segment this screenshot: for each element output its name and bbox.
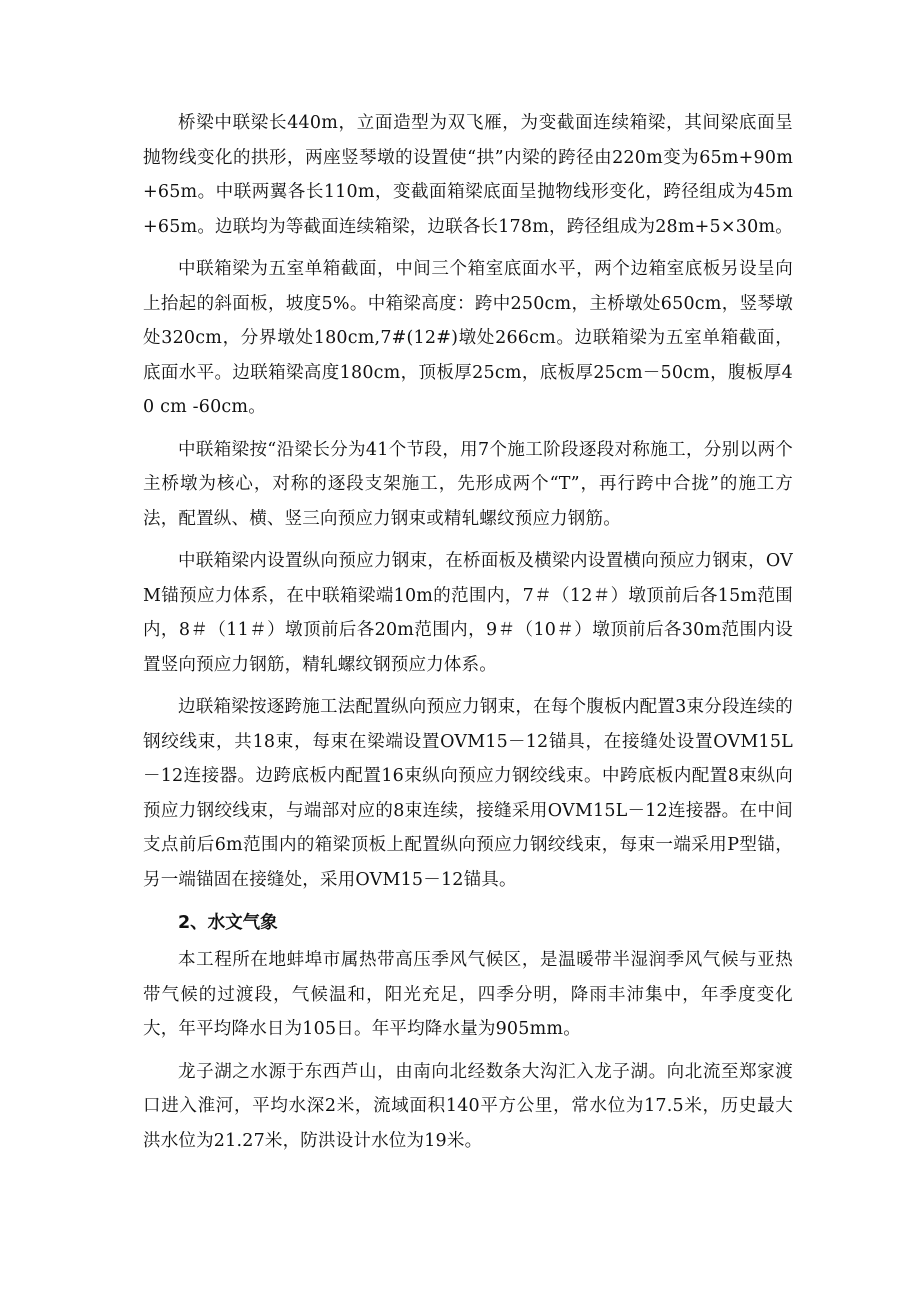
- paragraph-water-source: 龙子湖之水源于东西芦山，由南向北经数条大沟汇入龙子湖。向北流至郑家渡口进入淮河，平均水深2米，流域面积140平方公里，常水位为17.5米，历史最大洪水位为21.27米，防洪设计水位为19米。: [143, 1061, 793, 1151]
- paragraph-construction-method: 中联箱梁按“沿梁长分为41个节段，用7个施工阶段逐段对称施工，分别以两个主桥墩为核心，对称的逐段支架施工，先形成两个“T”，再行跨中合拢”的施工方法，配置纵、横、竖三向预应力钢束或精轧螺纹预应力钢筋。: [143, 439, 793, 529]
- paragraph-prestress-side: 边联箱梁按逐跨施工法配置纵向预应力钢束，在每个腹板内配置3束分段连续的钢绞线束，共18束，每束在梁端设置OVM15－12锚具，在接缝处设置OVM15L－12连接器。边跨底板内配置16束纵向预应力钢绞线束。中跨底板内配置8束纵向预应力钢绞线束，与端部对应的8束连续，接缝采用OVM15L－12连接器。在中间支点前后6m范围内的箱梁顶板上配置纵向预应力钢绞线束，每束一端采用P型锚，另一端锚固在接缝处，采用OVM15－12锚具。: [143, 697, 793, 890]
- paragraph-box-girder-section: 中联箱梁为五室单箱截面，中间三个箱室底面水平，两个边箱室底板另设呈向上抬起的斜面板，坡度5%。中箱梁高度：跨中250cm，主桥墩处650cm，竖琴墩处320cm，分界墩处180cm,7#(12#)墩处266cm。边联箱梁为五室单箱截面，底面水平。边联箱梁高度180cm，顶板厚25cm，底板厚25cm－50cm，腹板厚40 cm -60cm。: [143, 259, 793, 417]
- paragraph-climate: 本工程所在地蚌埠市属热带高压季风气候区，是温暖带半湿润季风气候与亚热带气候的过渡段，气候温和，阳光充足，四季分明，降雨丰沛集中，年季度变化大，年平均降水日为105日。年平均降水量为905mm。: [143, 950, 793, 1039]
- paragraph-bridge-span: 桥梁中联梁长440m，立面造型为双飞雁，为变截面连续箱梁，其间梁底面呈抛物线变化的拱形，两座竖琴墩的设置使“拱”内梁的跨径由220m变为65m+90m+65m。中联两翼各长110m，变截面箱梁底面呈抛物线形变化，跨径组成为45m+65m。边联均为等截面连续箱梁，边联各长178m，跨径组成为28m+5×30m。: [143, 113, 793, 237]
- section-heading-hydrology: 2、水文气象: [178, 913, 278, 933]
- document-page: [143, 106, 793, 1166]
- paragraph-prestress-middle: 中联箱梁内设置纵向预应力钢束，在桥面板及横梁内设置横向预应力钢束，OVM锚预应力体系，在中联箱梁端10m的范围内，7＃（12＃）墩顶前后各15m范围内，8＃（11＃）墩顶前后各20m范围内，9＃（10＃）墩顶前后各30m范围内设置竖向预应力钢筋，精轧螺纹钢预应力体系。: [143, 551, 793, 675]
